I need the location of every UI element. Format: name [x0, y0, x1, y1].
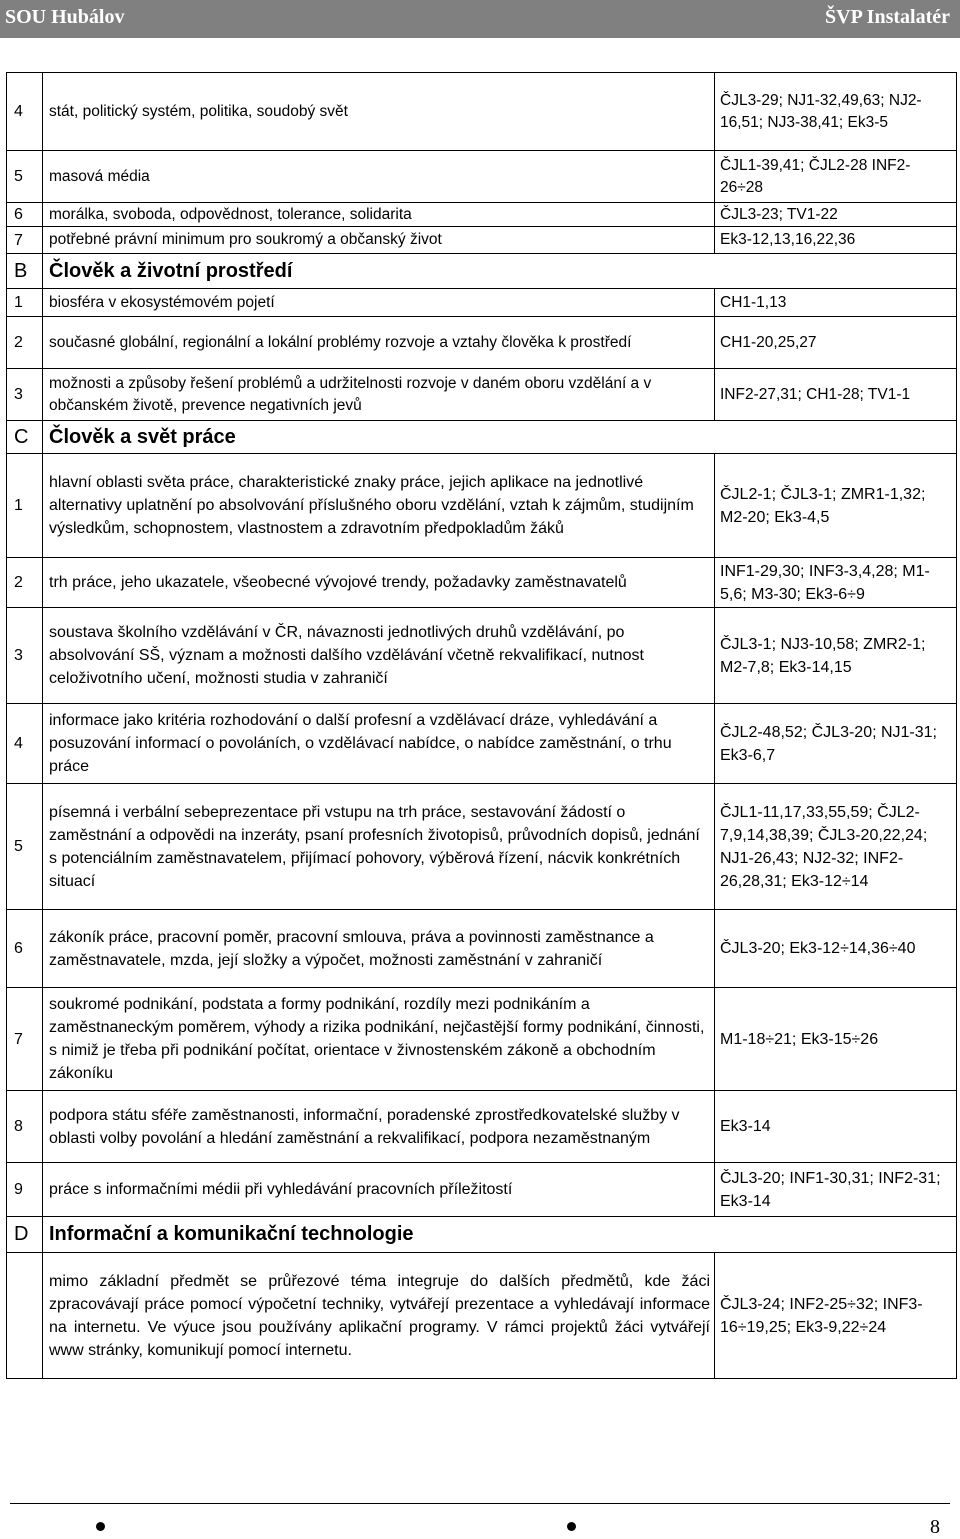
topic-text: podpora státu sféře zaměstnanosti, informační, poradenské zprostředkovatelské služby v oblasti volby povolání a hledání zaměstnání a rekvalifikací, podpora nezaměstnaným: [43, 1091, 715, 1163]
row-number: 2: [7, 317, 43, 369]
subject-references: INF1-29,30; INF3-3,4,28; M1-5,6; M3-30; Ek3-6÷9: [715, 558, 957, 608]
topic-text: soustava školního vzdělávání v ČR, návaznosti jednotlivých druhů vzdělávání, po absolvování SŠ, význam a možnosti dalšího vzdělávání včetně rekvalifikací, nutnost celoživotního učení, možnosti studia v zahraničí: [43, 608, 715, 704]
topic-text: písemná i verbální sebeprezentace při vstupu na trh práce, sestavování žádostí o zaměstnání a odpovědi na inzeráty, psaní profesních životopisů, průvodních dopisů, jednání s potenciálním zaměstnavatelem, přijímací pohovory, výběrová řízení, nácvik konkrétních situací: [43, 784, 715, 910]
table-row: [7, 1253, 957, 1379]
page-header: [0, 0, 960, 38]
table-row: [7, 454, 957, 558]
table-row: [7, 988, 957, 1091]
row-number: C: [7, 421, 43, 454]
section-row: [7, 421, 957, 454]
row-number: B: [7, 254, 43, 289]
footer-rule: [10, 1503, 950, 1504]
table-row: [7, 1091, 957, 1163]
subject-references: CH1-1,13: [715, 289, 957, 317]
table-row: [7, 558, 957, 608]
subject-references: ČJL3-1; NJ3-10,58; ZMR2-1; M2-7,8; Ek3-14,15: [715, 608, 957, 704]
section-title: Člověk a životní prostředí: [43, 254, 957, 289]
subject-references: ČJL1-39,41; ČJL2-28 INF2-26÷28: [715, 151, 957, 203]
page-number: 8: [930, 1516, 940, 1538]
section-row: [7, 254, 957, 289]
row-number: 6: [7, 910, 43, 988]
table-row: [7, 151, 957, 203]
subject-references: Ek3-14: [715, 1091, 957, 1163]
subject-references: ČJL3-29; NJ1-32,49,63; NJ2-16,51; NJ3-38,41; Ek3-5: [715, 73, 957, 151]
section-title: Informační a komunikační technologie: [43, 1217, 957, 1253]
table-row: [7, 317, 957, 369]
subject-references: ČJL1-11,17,33,55,59; ČJL2-7,9,14,38,39; ČJL3-20,22,24; NJ1-26,43; NJ2-32; INF2-26,28,31; Ek3-12÷14: [715, 784, 957, 910]
subject-references: INF2-27,31; CH1-28; TV1-1: [715, 369, 957, 421]
program-name: ŠVP Instalatér: [825, 6, 950, 28]
row-number: 7: [7, 988, 43, 1091]
footer-bullet-icon: [567, 1522, 576, 1531]
subject-references: CH1-20,25,27: [715, 317, 957, 369]
subject-references: M1-18÷21; Ek3-15÷26: [715, 988, 957, 1091]
topic-text: informace jako kritéria rozhodování o další profesní a vzdělávací dráze, vyhledávání a posuzování informací o povoláních, o vzdělávací nabídce, o nabídce zaměstnání, o trhu práce: [43, 704, 715, 784]
row-number: 7: [7, 227, 43, 254]
footer-bullets: [0, 1515, 960, 1535]
row-number: 1: [7, 289, 43, 317]
table-row: [7, 784, 957, 910]
row-number: 3: [7, 369, 43, 421]
topic-text: potřebné právní minimum pro soukromý a občanský život: [43, 227, 715, 254]
topic-text: mimo základní předmět se průřezové téma integruje do dalších předmětů, kde žáci zpracovávají práce pomocí výpočetní techniky, vytvářejí prezentace a vyhledávají informace na internetu. Ve výuce jsou používány aplikační programy. V rámci projektů žáci vytvářejí www stránky, komunikují pomocí internetu.: [43, 1253, 715, 1379]
subject-references: ČJL3-20; INF1-30,31; INF2-31; Ek3-14: [715, 1163, 957, 1217]
topic-text: biosféra v ekosystémovém pojetí: [43, 289, 715, 317]
section-title: Člověk a svět práce: [43, 421, 957, 454]
topic-text: soukromé podnikání, podstata a formy podnikání, rozdíly mezi podnikáním a zaměstnaneckým poměrem, výhody a rizika podnikání, nejčastější formy podnikání, činnosti, s nimiž je třeba při podnikání počítat, orientace v živnostenském zákoně a obchodním zákoníku: [43, 988, 715, 1091]
row-number: 4: [7, 73, 43, 151]
topic-text: stát, politický systém, politika, soudobý svět: [43, 73, 715, 151]
row-number: 5: [7, 151, 43, 203]
row-number: 2: [7, 558, 43, 608]
table-row: [7, 704, 957, 784]
table-row: [7, 203, 957, 227]
row-number: 6: [7, 203, 43, 227]
table-row: [7, 227, 957, 254]
subject-references: ČJL3-20; Ek3-12÷14,36÷40: [715, 910, 957, 988]
row-number: 3: [7, 608, 43, 704]
row-number: 4: [7, 704, 43, 784]
topic-text: možnosti a způsoby řešení problémů a udržitelnosti rozvoje v daném oboru vzdělání a v občanském životě, prevence negativních jevů: [43, 369, 715, 421]
table-row: [7, 608, 957, 704]
topic-text: práce s informačními médii při vyhledávání pracovních příležitostí: [43, 1163, 715, 1217]
table-row: [7, 73, 957, 151]
table-row: [7, 1163, 957, 1217]
row-number: D: [7, 1217, 43, 1253]
table-row: [7, 910, 957, 988]
subject-references: ČJL2-48,52; ČJL3-20; NJ1-31; Ek3-6,7: [715, 704, 957, 784]
table-row: [7, 289, 957, 317]
subject-references: ČJL2-1; ČJL3-1; ZMR1-1,32; M2-20; Ek3-4,5: [715, 454, 957, 558]
topic-text: morálka, svoboda, odpovědnost, tolerance, solidarita: [43, 203, 715, 227]
row-number: 5: [7, 784, 43, 910]
subject-references: ČJL3-23; TV1-22: [715, 203, 957, 227]
topic-text: masová média: [43, 151, 715, 203]
topic-text: hlavní oblasti světa práce, charakteristické znaky práce, jejich aplikace na jednotlivé alternativy uplatnění po absolvování příslušného oboru vzdělání, vztah k zájmům, studijním výsledkům, schopnostem, vlastnostem a zdravotním předpokladům žáků: [43, 454, 715, 558]
subject-references: Ek3-12,13,16,22,36: [715, 227, 957, 254]
topics-table-body: [7, 73, 957, 1379]
row-number: 1: [7, 454, 43, 558]
subject-references: ČJL3-24; INF2-25÷32; INF3-16÷19,25; Ek3-9,22÷24: [715, 1253, 957, 1379]
row-number: 8: [7, 1091, 43, 1163]
school-name: SOU Hubálov: [5, 6, 125, 28]
topic-text: zákoník práce, pracovní poměr, pracovní smlouva, práva a povinnosti zaměstnance a zaměstnavatele, mzda, její složky a výpočet, možnosti zaměstnání v zahraničí: [43, 910, 715, 988]
topics-table: [6, 72, 957, 1379]
row-number: 9: [7, 1163, 43, 1217]
topic-text: současné globální, regionální a lokální problémy rozvoje a vztahy člověka k prostředí: [43, 317, 715, 369]
footer-bullet-icon: [96, 1522, 105, 1531]
row-number: [7, 1253, 43, 1379]
section-row: [7, 1217, 957, 1253]
table-row: [7, 369, 957, 421]
topic-text: trh práce, jeho ukazatele, všeobecné vývojové trendy, požadavky zaměstnavatelů: [43, 558, 715, 608]
